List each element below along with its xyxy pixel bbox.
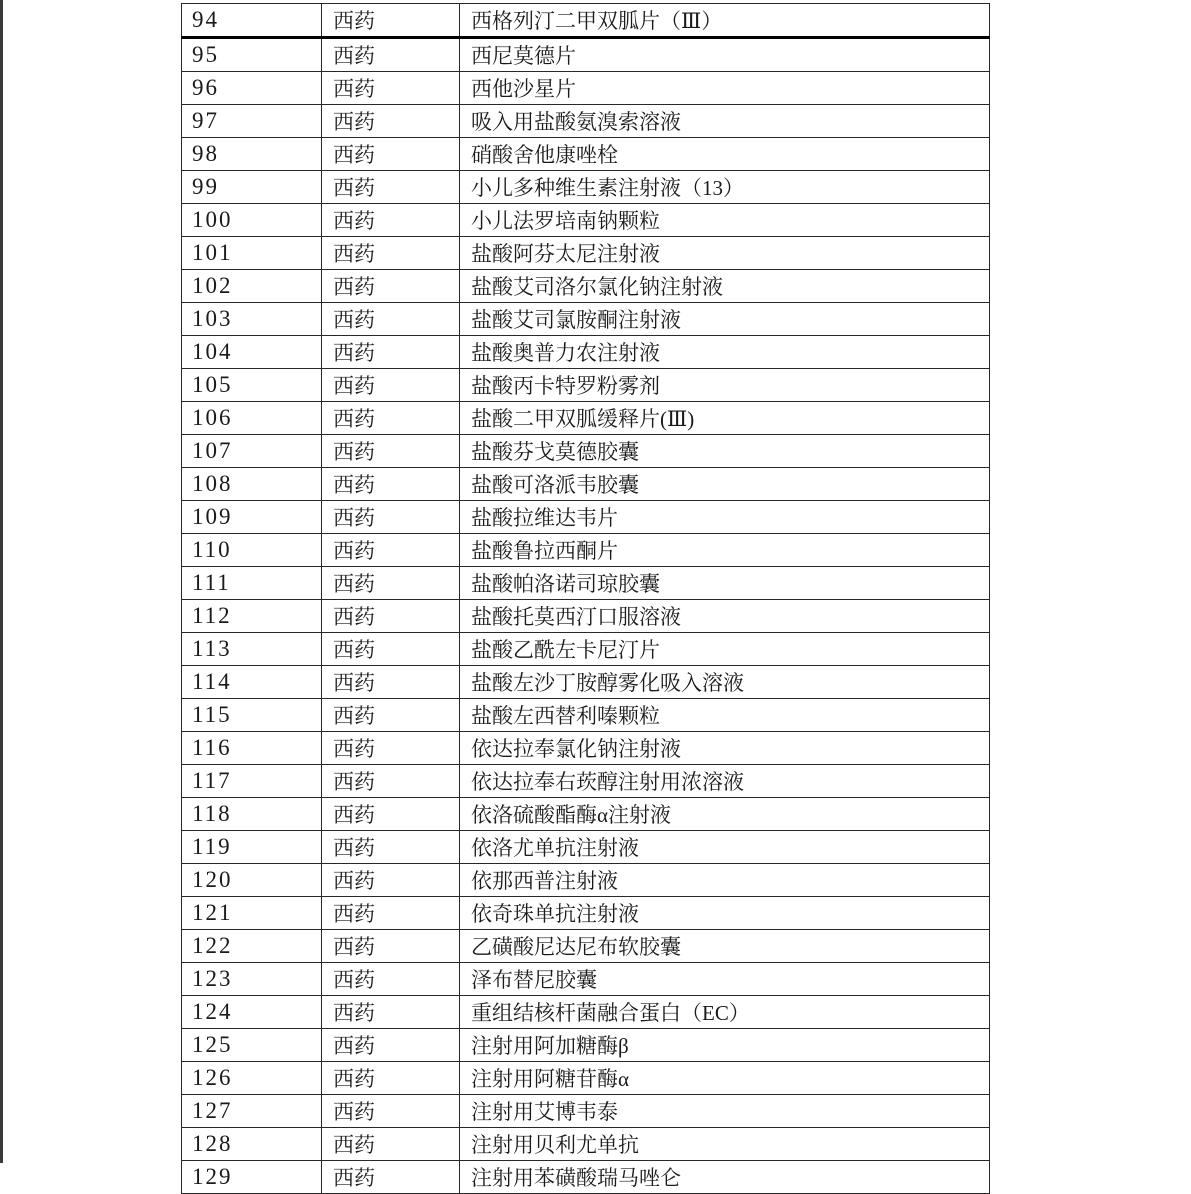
row-number-cell: 107 — [182, 435, 322, 468]
category-cell: 西药 — [322, 765, 460, 798]
category-cell: 西药 — [322, 600, 460, 633]
category-cell: 西药 — [322, 1095, 460, 1128]
category-cell: 西药 — [322, 996, 460, 1029]
category-cell: 西药 — [322, 468, 460, 501]
table-row — [182, 435, 990, 468]
row-number-cell: 122 — [182, 930, 322, 963]
row-number-cell: 105 — [182, 369, 322, 402]
table-row — [182, 270, 990, 303]
row-number-cell: 109 — [182, 501, 322, 534]
drug-name-cell: 盐酸奥普力农注射液 — [460, 336, 990, 369]
table-row — [182, 1062, 990, 1095]
drug-name-cell: 重组结核杆菌融合蛋白（EC） — [460, 996, 990, 1029]
drug-name-cell: 盐酸乙酰左卡尼汀片 — [460, 633, 990, 666]
table-row — [182, 798, 990, 831]
category-cell: 西药 — [322, 963, 460, 996]
drug-name-cell: 盐酸二甲双胍缓释片(Ⅲ) — [460, 402, 990, 435]
row-number-cell: 114 — [182, 666, 322, 699]
category-cell: 西药 — [322, 1062, 460, 1095]
category-cell: 西药 — [322, 138, 460, 171]
row-number-cell: 117 — [182, 765, 322, 798]
table-row — [182, 699, 990, 732]
row-number-cell: 126 — [182, 1062, 322, 1095]
table-row — [182, 501, 990, 534]
category-cell: 西药 — [322, 402, 460, 435]
drug-name-cell: 依那西普注射液 — [460, 864, 990, 897]
category-cell: 西药 — [322, 369, 460, 402]
row-number-cell: 98 — [182, 138, 322, 171]
drug-name-cell: 盐酸艾司洛尔氯化钠注射液 — [460, 270, 990, 303]
table-row — [182, 369, 990, 402]
row-number-cell: 100 — [182, 204, 322, 237]
table-row — [182, 897, 990, 930]
row-number-cell: 110 — [182, 534, 322, 567]
drug-name-cell: 盐酸托莫西汀口服溶液 — [460, 600, 990, 633]
drug-name-cell: 盐酸芬戈莫德胶囊 — [460, 435, 990, 468]
table-row — [182, 303, 990, 336]
row-number-cell: 118 — [182, 798, 322, 831]
category-cell: 西药 — [322, 831, 460, 864]
drug-name-cell: 小儿多种维生素注射液（13） — [460, 171, 990, 204]
drug-name-cell: 依洛硫酸酯酶α注射液 — [460, 798, 990, 831]
row-number-cell: 106 — [182, 402, 322, 435]
drug-name-cell: 依奇珠单抗注射液 — [460, 897, 990, 930]
drug-name-cell: 盐酸拉维达韦片 — [460, 501, 990, 534]
drug-list-body — [182, 4, 990, 1194]
row-number-cell: 101 — [182, 237, 322, 270]
category-cell: 西药 — [322, 699, 460, 732]
table-row — [182, 633, 990, 666]
row-number-cell: 124 — [182, 996, 322, 1029]
row-number-cell: 129 — [182, 1161, 322, 1194]
drug-list-table — [181, 3, 990, 1194]
table-row — [182, 38, 990, 72]
row-number-cell: 127 — [182, 1095, 322, 1128]
category-cell: 西药 — [322, 732, 460, 765]
table-row — [182, 831, 990, 864]
drug-name-cell: 注射用阿加糖酶β — [460, 1029, 990, 1062]
row-number-cell: 112 — [182, 600, 322, 633]
category-cell: 西药 — [322, 930, 460, 963]
table-row — [182, 402, 990, 435]
table-row — [182, 105, 990, 138]
category-cell: 西药 — [322, 1029, 460, 1062]
table-row — [182, 1161, 990, 1194]
row-number-cell: 113 — [182, 633, 322, 666]
category-cell: 西药 — [322, 534, 460, 567]
table-row — [182, 237, 990, 270]
table-row — [182, 72, 990, 105]
category-cell: 西药 — [322, 336, 460, 369]
table-row — [182, 930, 990, 963]
table-row — [182, 765, 990, 798]
category-cell: 西药 — [322, 501, 460, 534]
row-number-cell: 97 — [182, 105, 322, 138]
drug-name-cell: 盐酸可洛派韦胶囊 — [460, 468, 990, 501]
drug-name-cell: 盐酸鲁拉西酮片 — [460, 534, 990, 567]
category-cell: 西药 — [322, 1128, 460, 1161]
row-number-cell: 99 — [182, 171, 322, 204]
table-row — [182, 600, 990, 633]
drug-name-cell: 泽布替尼胶囊 — [460, 963, 990, 996]
row-number-cell: 121 — [182, 897, 322, 930]
table-row — [182, 204, 990, 237]
row-number-cell: 119 — [182, 831, 322, 864]
drug-name-cell: 注射用苯磺酸瑞马唑仑 — [460, 1161, 990, 1194]
category-cell: 西药 — [322, 303, 460, 336]
drug-name-cell: 西尼莫德片 — [460, 38, 990, 72]
drug-name-cell: 硝酸舍他康唑栓 — [460, 138, 990, 171]
drug-name-cell: 依洛尤单抗注射液 — [460, 831, 990, 864]
category-cell: 西药 — [322, 666, 460, 699]
drug-name-cell: 盐酸阿芬太尼注射液 — [460, 237, 990, 270]
row-number-cell: 104 — [182, 336, 322, 369]
row-number-cell: 95 — [182, 38, 322, 72]
drug-name-cell: 依达拉奉右莰醇注射用浓溶液 — [460, 765, 990, 798]
drug-name-cell: 依达拉奉氯化钠注射液 — [460, 732, 990, 765]
table-row — [182, 996, 990, 1029]
row-number-cell: 128 — [182, 1128, 322, 1161]
drug-name-cell: 盐酸左沙丁胺醇雾化吸入溶液 — [460, 666, 990, 699]
category-cell: 西药 — [322, 270, 460, 303]
drug-name-cell: 盐酸左西替利嗪颗粒 — [460, 699, 990, 732]
drug-name-cell: 注射用艾博韦泰 — [460, 1095, 990, 1128]
row-number-cell: 115 — [182, 699, 322, 732]
category-cell: 西药 — [322, 105, 460, 138]
table-row — [182, 171, 990, 204]
drug-name-cell: 盐酸丙卡特罗粉雾剂 — [460, 369, 990, 402]
row-number-cell: 123 — [182, 963, 322, 996]
row-number-cell: 111 — [182, 567, 322, 600]
drug-name-cell: 小儿法罗培南钠颗粒 — [460, 204, 990, 237]
category-cell: 西药 — [322, 237, 460, 270]
category-cell: 西药 — [322, 171, 460, 204]
table-row — [182, 4, 990, 38]
drug-name-cell: 西格列汀二甲双胍片（Ⅲ） — [460, 4, 990, 38]
table-row — [182, 534, 990, 567]
table-row — [182, 1128, 990, 1161]
category-cell: 西药 — [322, 435, 460, 468]
drug-name-cell: 注射用贝利尤单抗 — [460, 1128, 990, 1161]
drug-name-cell: 乙磺酸尼达尼布软胶囊 — [460, 930, 990, 963]
category-cell: 西药 — [322, 4, 460, 38]
category-cell: 西药 — [322, 798, 460, 831]
table-row — [182, 138, 990, 171]
drug-name-cell: 吸入用盐酸氨溴索溶液 — [460, 105, 990, 138]
table-row — [182, 1029, 990, 1062]
drug-name-cell: 注射用阿糖苷酶α — [460, 1062, 990, 1095]
category-cell: 西药 — [322, 567, 460, 600]
row-number-cell: 96 — [182, 72, 322, 105]
category-cell: 西药 — [322, 72, 460, 105]
row-number-cell: 120 — [182, 864, 322, 897]
category-cell: 西药 — [322, 204, 460, 237]
category-cell: 西药 — [322, 897, 460, 930]
drug-name-cell: 西他沙星片 — [460, 72, 990, 105]
drug-name-cell: 盐酸艾司氯胺酮注射液 — [460, 303, 990, 336]
table-row — [182, 336, 990, 369]
row-number-cell: 102 — [182, 270, 322, 303]
page-edge-line — [0, 0, 3, 1163]
category-cell: 西药 — [322, 38, 460, 72]
category-cell: 西药 — [322, 1161, 460, 1194]
table-row — [182, 666, 990, 699]
row-number-cell: 103 — [182, 303, 322, 336]
table-row — [182, 468, 990, 501]
row-number-cell: 125 — [182, 1029, 322, 1062]
table-row — [182, 732, 990, 765]
category-cell: 西药 — [322, 633, 460, 666]
table-row — [182, 864, 990, 897]
table-row — [182, 1095, 990, 1128]
category-cell: 西药 — [322, 864, 460, 897]
table-row — [182, 963, 990, 996]
drug-name-cell: 盐酸帕洛诺司琼胶囊 — [460, 567, 990, 600]
table-row — [182, 567, 990, 600]
row-number-cell: 116 — [182, 732, 322, 765]
row-number-cell: 94 — [182, 4, 322, 38]
row-number-cell: 108 — [182, 468, 322, 501]
